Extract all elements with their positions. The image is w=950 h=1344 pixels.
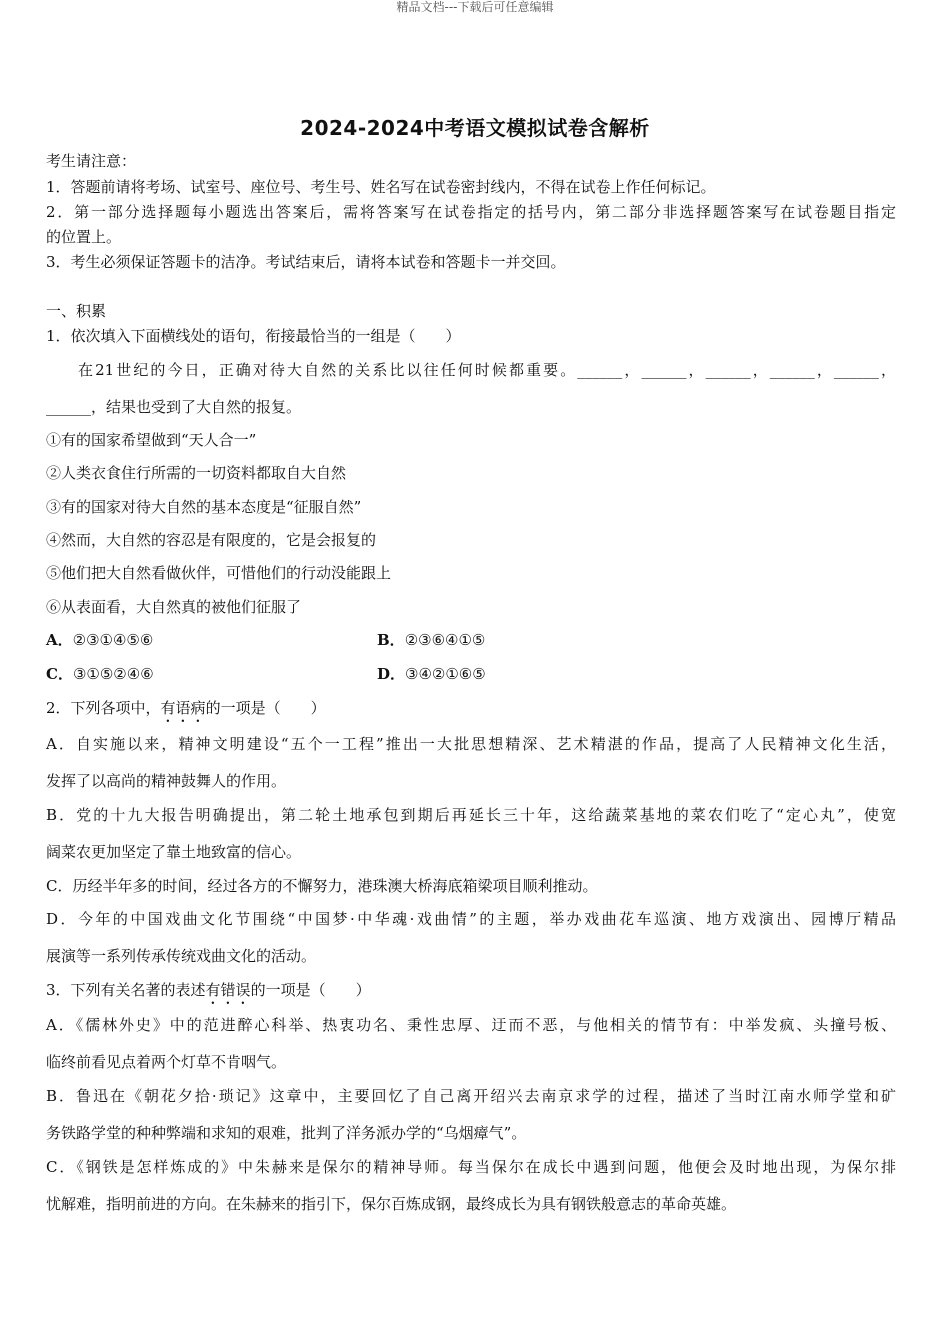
q2-stem-post: 的一项是（ ） (205, 699, 326, 717)
notice-item-1: 1．答题前请将考场、试室号、座位号、考生号、姓名写在试卷密封线内，不得在试卷上作任何标记。 (46, 178, 716, 196)
notice-heading: 考生请注意： (46, 152, 137, 170)
option-text: ③④②①⑥⑤ (405, 665, 486, 683)
q2-option-d-line1[interactable]: D．今年的中国戏曲文化节围绕“中国梦·中华魂·戏曲情”的主题，举办戏曲花车巡演、地方戏演出、园博厅精品 (46, 910, 896, 928)
q3-option-a-line2: 临终前看见点着两个灯草不肯咽气。 (46, 1053, 287, 1071)
q2-option-d-line2: 展演等一系列传承传统戏曲文化的活动。 (46, 947, 317, 965)
q2-stem-pre: 2．下列各项中， (46, 699, 161, 717)
q3-option-b-line2: 务铁路学堂的种种弊端和求知的艰难，批判了洋务派办学的“乌烟瘴气”。 (46, 1124, 527, 1142)
option-label: C． (46, 665, 73, 683)
q3-stem-pre: 3．下列有关名著的表述 (46, 981, 206, 999)
q1-passage-line1: 在21世纪的今日，正确对待大自然的关系比以往任何时候都重要。______，______，______，______，______， (78, 361, 896, 379)
q1-option-b[interactable] (377, 630, 485, 650)
option-label: D． (377, 665, 406, 683)
watermark-text: 精品文档---下载后可任意编辑 (396, 0, 554, 14)
option-label: A． (46, 631, 73, 649)
notice-item-3: 3．考生必须保证答题卡的洁净。考试结束后，请将本试卷和答题卡一并交回。 (46, 253, 566, 271)
q1-sentence-1: ①有的国家希望做到“天人合一” (46, 431, 257, 449)
q2-option-c-line1[interactable]: C．历经半年多的时间，经过各方的不懈努力，港珠澳大桥海底箱梁项目顺利推动。 (46, 877, 598, 895)
q3-stem-post: 的一项是（ ） (250, 981, 371, 999)
q2-stem-emphasis: 有语病 (160, 699, 206, 717)
option-text: ②③⑥④①⑤ (404, 631, 486, 649)
q3-stem (46, 980, 371, 1008)
q1-sentence-6: ⑥从表面看，大自然真的被他们征服了 (46, 598, 302, 616)
q1-sentence-3: ③有的国家对待大自然的基本态度是“征服自然” (46, 498, 362, 516)
q3-stem-emphasis: 有错误 (205, 981, 251, 999)
q1-passage-line2: ______，结果也受到了大自然的报复。 (46, 398, 302, 416)
q1-option-c[interactable] (46, 664, 154, 684)
q1-sentence-2: ②人类衣食住行所需的一切资料都取自大自然 (46, 464, 347, 482)
notice-item-2-cont: 的位置上。 (46, 228, 122, 246)
q2-option-b-line2: 阔菜农更加坚定了靠土地致富的信心。 (46, 843, 302, 861)
q1-option-d[interactable] (377, 664, 486, 684)
q2-stem (46, 698, 326, 726)
q2-option-a-line1[interactable]: A．自实施以来，精神文明建设“五个一工程”推出一大批思想精深、艺术精湛的作品，提高了人民精神文化生活， (46, 735, 896, 753)
section-heading: 一、积累 (46, 302, 107, 320)
notice-item-2: 2．第一部分选择题每小题选出答案后，需将答案写在试卷指定的括号内，第二部分非选择题答案写在试卷题目指定 (46, 203, 896, 221)
q1-option-a[interactable] (46, 630, 153, 650)
q1-sentence-5: ⑤他们把大自然看做伙伴，可惜他们的行动没能跟上 (46, 564, 392, 582)
q2-option-b-line1[interactable]: B．党的十九大报告明确提出，第二轮土地承包到期后再延长三十年，这给蔬菜基地的菜农们吃了“定心丸”，使宽 (46, 806, 896, 824)
q3-option-a-line1[interactable]: A．《儒林外史》中的范进醉心科举、热衷功名、秉性忠厚、迂而不恶，与他相关的情节有：中举发疯、头撞号板、 (46, 1016, 896, 1034)
q1-sentence-4: ④然而，大自然的容忍是有限度的，它是会报复的 (46, 531, 377, 549)
option-text: ②③①④⑤⑥ (72, 631, 154, 649)
q3-option-b-line1[interactable]: B．鲁迅在《朝花夕拾·琐记》这章中，主要回忆了自己离开绍兴去南京求学的过程，描述了当时江南水师学堂和矿 (46, 1087, 896, 1105)
q2-option-a-line2: 发挥了以高尚的精神鼓舞人的作用。 (46, 772, 287, 790)
q3-option-c-line1[interactable]: C．《钢铁是怎样炼成的》中朱赫来是保尔的精神导师。每当保尔在成长中遇到问题，他便会及时地出现，为保尔排 (46, 1158, 896, 1176)
q1-stem: 1．依次填入下面横线处的语句，衔接最恰当的一组是（ ） (46, 327, 461, 345)
option-text: ③①⑤②④⑥ (72, 665, 154, 683)
q3-option-c-line2: 忧解难，指明前进的方向。在朱赫来的指引下，保尔百炼成钢，最终成长为具有钢铁般意志的革命英雄。 (46, 1195, 737, 1213)
page-title: 2024-2024中考语文模拟试卷含解析 (300, 116, 650, 140)
option-label: B． (377, 631, 405, 649)
